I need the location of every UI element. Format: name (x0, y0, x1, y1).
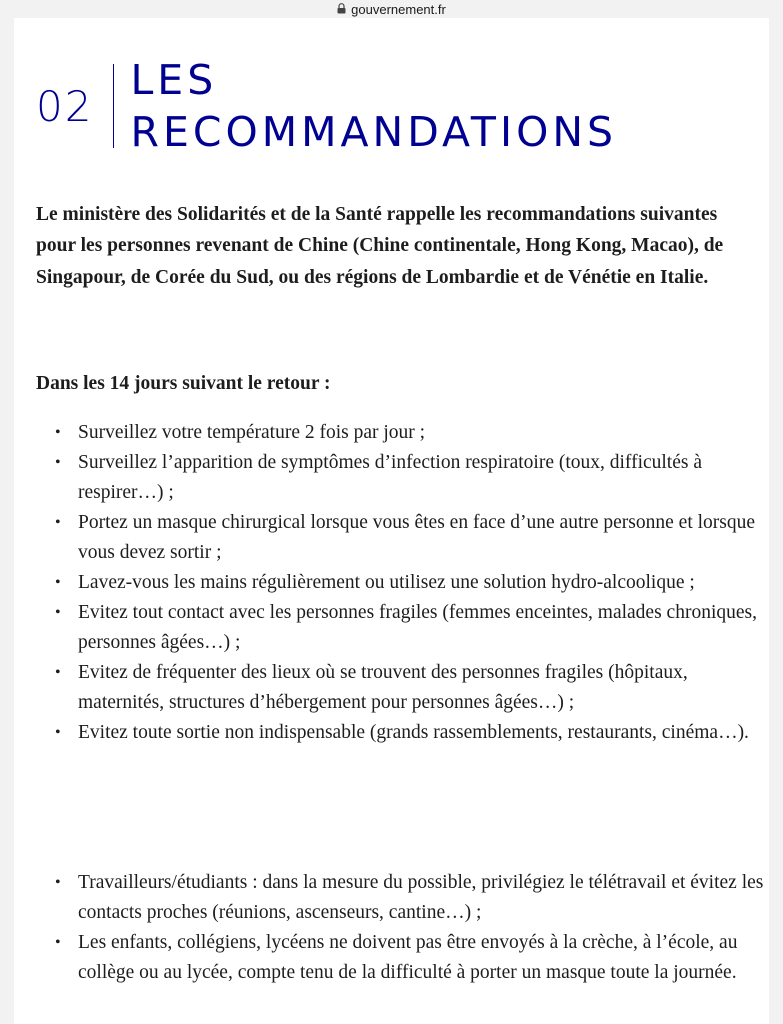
bullet-icon: • (55, 874, 61, 891)
list-item (55, 658, 765, 718)
bullet-icon: • (55, 934, 61, 951)
lock-icon (337, 2, 346, 17)
heading-divider (113, 64, 114, 148)
bullet-icon: • (55, 604, 61, 621)
bullet-icon: • (55, 424, 61, 441)
bullet-icon: • (55, 664, 61, 681)
bullet-icon: • (55, 574, 61, 591)
bullet-icon: • (55, 514, 61, 531)
list-item (55, 568, 765, 598)
list-item (55, 928, 765, 988)
list-item (55, 508, 765, 568)
list-item-text: Portez un masque chirurgical lorsque vous êtes en face d’une autre personne et lorsque vous devez sortir ; (78, 512, 756, 563)
section-title-line: LES (130, 56, 218, 104)
address-bar[interactable] (0, 0, 783, 18)
intro-paragraph: Le ministère des Solidarités et de la Santé rappelle les recommandations suivantes pour les personnes revenant de Chine (Chine continentale, Hong Kong, Macao), de Singapour, de Corée du Sud, ou des régions de Lombardie et de Vénétie en Italie. (36, 204, 724, 288)
section-number: 02 (36, 81, 94, 131)
list-subheading: Dans les 14 jours suivant le retour : (36, 373, 331, 394)
list-item-text: Surveillez l’apparition de symptômes d’infection respiratoire (toux, difficultés à respirer…) ; (78, 452, 702, 503)
recommendations-list (55, 418, 765, 748)
section-title-line: RECOMMANDATIONS (130, 108, 618, 156)
list-item (55, 868, 765, 928)
section-heading (36, 54, 617, 158)
list-item (55, 598, 765, 658)
article-page (14, 18, 769, 1024)
list-item-text: Surveillez votre température 2 fois par jour ; (78, 422, 426, 443)
list-item-text: Les enfants, collégiens, lycéens ne doivent pas être envoyés à la crèche, à l’école, au collège ou au lycée, compte tenu de la difficulté à porter un masque toute la journée. (78, 932, 738, 983)
section-title (130, 54, 617, 158)
additional-recommendations-list (55, 868, 765, 988)
list-item-text: Evitez tout contact avec les personnes fragiles (femmes enceintes, malades chroniques, personnes âgées…) ; (78, 602, 757, 653)
bullet-icon: • (55, 724, 61, 741)
list-item (55, 418, 765, 448)
list-item-text: Lavez-vous les mains régulièrement ou utilisez une solution hydro-alcoolique ; (78, 572, 695, 593)
list-item-text: Evitez de fréquenter des lieux où se trouvent des personnes fragiles (hôpitaux, maternités, structures d’hébergement pour personnes âgées…) ; (78, 662, 688, 713)
url-text: gouvernement.fr (351, 1, 446, 17)
list-item (55, 718, 765, 748)
list-item-text: Travailleurs/étudiants : dans la mesure du possible, privilégiez le télétravail et évitez les contacts proches (réunions, ascenseurs, cantine…) ; (78, 872, 764, 923)
bullet-icon: • (55, 454, 61, 471)
list-item (55, 448, 765, 508)
list-item-text: Evitez toute sortie non indispensable (grands rassemblements, restaurants, cinéma…). (78, 722, 749, 743)
